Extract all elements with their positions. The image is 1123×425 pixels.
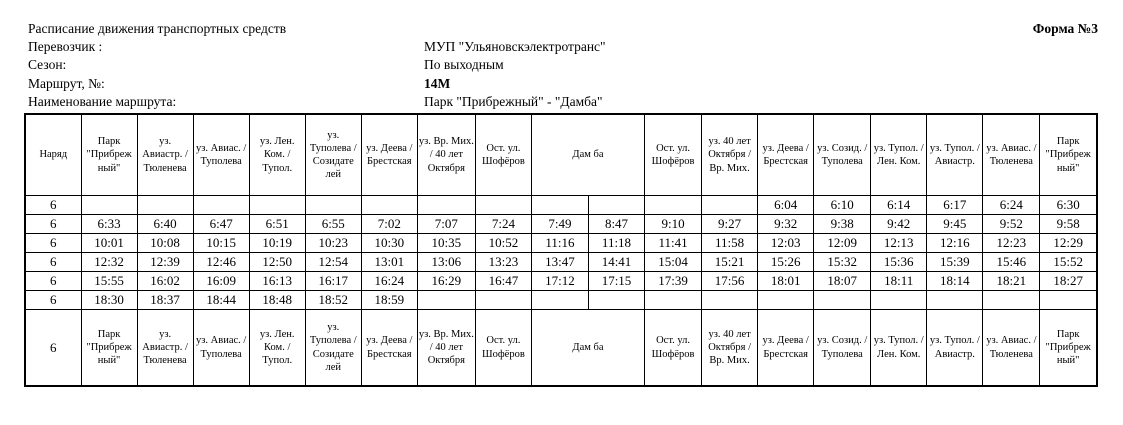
time-cell: 7:24 (475, 215, 531, 234)
route-name-value: Парк "Прибрежный" - "Дамба" (424, 93, 603, 109)
time-cell: 12:46 (193, 253, 249, 272)
time-cell: 16:02 (137, 272, 193, 291)
time-cell: 18:37 (137, 291, 193, 310)
time-cell: 6:04 (758, 196, 814, 215)
time-cell: 13:01 (361, 253, 417, 272)
stop-footer-row (25, 310, 1097, 387)
time-cell: 15:55 (81, 272, 137, 291)
time-cell (927, 291, 983, 310)
time-cell (645, 196, 702, 215)
time-cell: 18:14 (927, 272, 983, 291)
time-cell: 8:47 (588, 215, 644, 234)
time-cell (417, 291, 475, 310)
time-cell: 17:56 (702, 272, 758, 291)
time-cell: 10:30 (361, 234, 417, 253)
time-cell: 12:23 (983, 234, 1040, 253)
header-stop-10: Ост. ул. Шофёров (645, 114, 702, 196)
time-cell: 6:47 (193, 215, 249, 234)
header-stop-7: уз. Вр. Мих. / 40 лет Октября (417, 114, 475, 196)
time-cell (588, 196, 644, 215)
schedule-row (25, 272, 1097, 291)
time-cell: 10:15 (193, 234, 249, 253)
time-cell: 12:03 (758, 234, 814, 253)
time-cell: 18:52 (305, 291, 361, 310)
time-cell: 16:47 (475, 272, 531, 291)
header-stop-3: уз. Авиас. / Туполева (193, 114, 249, 196)
schedule-header (28, 20, 1098, 111)
header-stop-11: уз. 40 лет Октября / Вр. Мих. (702, 114, 758, 196)
form-number: Форма №3 (1032, 21, 1098, 36)
time-cell (249, 196, 305, 215)
time-cell: 16:29 (417, 272, 475, 291)
footer-stop-15: уз. Тупол. / Авиастр. (927, 310, 983, 387)
header-stop-4: уз. Лен. Ком. / Тупол. (249, 114, 305, 196)
time-cell (758, 291, 814, 310)
time-cell (1040, 291, 1097, 310)
narad-cell: 6 (25, 253, 81, 272)
time-cell: 6:17 (927, 196, 983, 215)
time-cell (702, 196, 758, 215)
time-cell: 10:52 (475, 234, 531, 253)
header-stop-13: уз. Созид. / Туполева (814, 114, 871, 196)
schedule-table (24, 113, 1098, 387)
time-cell: 18:11 (871, 272, 927, 291)
time-cell: 6:30 (1040, 196, 1097, 215)
schedule-row (25, 196, 1097, 215)
time-cell: 6:40 (137, 215, 193, 234)
season-row (28, 56, 1098, 74)
time-cell: 7:49 (531, 215, 588, 234)
time-cell: 15:32 (814, 253, 871, 272)
footer-stop-6: уз. Деева / Брестская (361, 310, 417, 387)
time-cell: 9:32 (758, 215, 814, 234)
header-stop-6: уз. Деева / Брестская (361, 114, 417, 196)
time-cell: 18:48 (249, 291, 305, 310)
time-cell (645, 291, 702, 310)
time-cell: 10:19 (249, 234, 305, 253)
time-cell: 17:39 (645, 272, 702, 291)
schedule-row (25, 215, 1097, 234)
footer-stop-1: Парк "Прибреж ный" (81, 310, 137, 387)
season-value: По выходным (424, 57, 504, 73)
time-cell: 13:06 (417, 253, 475, 272)
time-cell: 6:24 (983, 196, 1040, 215)
time-cell: 9:45 (927, 215, 983, 234)
time-cell: 18:59 (361, 291, 417, 310)
time-cell: 12:32 (81, 253, 137, 272)
footer-stop-9: Дам ба (531, 310, 644, 387)
time-cell: 18:30 (81, 291, 137, 310)
time-cell: 11:41 (645, 234, 702, 253)
time-cell: 17:12 (531, 272, 588, 291)
time-cell: 12:29 (1040, 234, 1097, 253)
time-cell (531, 196, 588, 215)
footer-stop-11: уз. 40 лет Октября / Вр. Мих. (702, 310, 758, 387)
footer-stop-8: Ост. ул. Шофёров (475, 310, 531, 387)
time-cell: 9:42 (871, 215, 927, 234)
time-cell: 16:13 (249, 272, 305, 291)
time-cell: 13:23 (475, 253, 531, 272)
time-cell: 11:18 (588, 234, 644, 253)
narad-header-cell: Наряд (25, 114, 81, 196)
footer-stop-10: Ост. ул. Шофёров (645, 310, 702, 387)
time-cell (361, 196, 417, 215)
time-cell: 12:09 (814, 234, 871, 253)
header-stop-17: Парк "Прибреж ный" (1040, 114, 1097, 196)
footer-stop-2: уз. Авиастр. / Тюленева (137, 310, 193, 387)
footer-stop-12: уз. Деева / Брестская (758, 310, 814, 387)
time-cell (81, 196, 137, 215)
time-cell (475, 196, 531, 215)
header-stop-2: уз. Авиастр. / Тюленева (137, 114, 193, 196)
time-cell: 16:17 (305, 272, 361, 291)
time-cell: 18:07 (814, 272, 871, 291)
narad-cell: 6 (25, 215, 81, 234)
season-label: Сезон: (28, 57, 67, 73)
stop-header-row (25, 114, 1097, 196)
time-cell: 13:47 (531, 253, 588, 272)
header-stop-12: уз. Деева / Брестская (758, 114, 814, 196)
time-cell (475, 291, 531, 310)
time-cell: 12:54 (305, 253, 361, 272)
header-stop-1: Парк "Прибреж ный" (81, 114, 137, 196)
time-cell: 6:33 (81, 215, 137, 234)
time-cell: 12:50 (249, 253, 305, 272)
header-stop-15: уз. Тупол. / Авиастр. (927, 114, 983, 196)
time-cell (588, 291, 644, 310)
time-cell: 15:39 (927, 253, 983, 272)
time-cell: 15:36 (871, 253, 927, 272)
route-number: 14М (424, 75, 451, 91)
time-cell: 11:16 (531, 234, 588, 253)
footer-narad-cell: 6 (25, 310, 81, 387)
time-cell: 9:27 (702, 215, 758, 234)
time-cell: 18:27 (1040, 272, 1097, 291)
time-cell: 10:23 (305, 234, 361, 253)
narad-cell: 6 (25, 196, 81, 215)
time-cell: 12:13 (871, 234, 927, 253)
narad-cell: 6 (25, 291, 81, 310)
footer-stop-13: уз. Созид. / Туполева (814, 310, 871, 387)
route-label: Маршрут, №: (28, 75, 105, 91)
footer-stop-14: уз. Тупол. / Лен. Ком. (871, 310, 927, 387)
time-cell: 18:44 (193, 291, 249, 310)
route-name-label: Наименование маршрута: (28, 93, 177, 109)
time-cell: 9:52 (983, 215, 1040, 234)
time-cell: 9:10 (645, 215, 702, 234)
schedule-row (25, 253, 1097, 272)
time-cell: 16:24 (361, 272, 417, 291)
time-cell (305, 196, 361, 215)
carrier-label: Перевозчик : (28, 39, 103, 55)
route-row (28, 75, 1098, 93)
footer-stop-7: уз. Вр. Мих. / 40 лет Октября (417, 310, 475, 387)
time-cell: 7:02 (361, 215, 417, 234)
time-cell: 7:07 (417, 215, 475, 234)
time-cell (193, 196, 249, 215)
time-cell: 9:38 (814, 215, 871, 234)
time-cell: 10:08 (137, 234, 193, 253)
time-cell: 17:15 (588, 272, 644, 291)
time-cell (983, 291, 1040, 310)
time-cell: 6:55 (305, 215, 361, 234)
schedule-row (25, 234, 1097, 253)
carrier-value: МУП "Ульяновскэлектротранс" (424, 39, 606, 55)
footer-stop-16: уз. Авиас. / Тюленева (983, 310, 1040, 387)
header-stop-16: уз. Авиас. / Тюленева (983, 114, 1040, 196)
narad-cell: 6 (25, 272, 81, 291)
header-stop-14: уз. Тупол. / Лен. Ком. (871, 114, 927, 196)
footer-stop-4: уз. Лен. Ком. / Тупол. (249, 310, 305, 387)
header-stop-8: Ост. ул. Шофёров (475, 114, 531, 196)
header-stop-9: Дам ба (531, 114, 644, 196)
document-title: Расписание движения транспортных средств (28, 21, 287, 36)
footer-stop-17: Парк "Прибреж ный" (1040, 310, 1097, 387)
carrier-row (28, 38, 1098, 56)
time-cell (417, 196, 475, 215)
time-cell (137, 196, 193, 215)
header-stop-5: уз. Туполева / Созидате лей (305, 114, 361, 196)
time-cell (702, 291, 758, 310)
schedule-row (25, 291, 1097, 310)
route-name-row (28, 93, 1098, 111)
time-cell: 6:10 (814, 196, 871, 215)
time-cell: 16:09 (193, 272, 249, 291)
time-cell: 15:21 (702, 253, 758, 272)
time-cell: 6:14 (871, 196, 927, 215)
time-cell: 6:51 (249, 215, 305, 234)
time-cell: 15:46 (983, 253, 1040, 272)
time-cell (531, 291, 588, 310)
time-cell: 15:26 (758, 253, 814, 272)
footer-stop-5: уз. Туполева / Созидате лей (305, 310, 361, 387)
time-cell: 9:58 (1040, 215, 1097, 234)
time-cell (871, 291, 927, 310)
time-cell: 18:01 (758, 272, 814, 291)
narad-cell: 6 (25, 234, 81, 253)
time-cell: 14:41 (588, 253, 644, 272)
time-cell: 15:52 (1040, 253, 1097, 272)
time-cell: 10:35 (417, 234, 475, 253)
footer-stop-3: уз. Авиас. / Туполева (193, 310, 249, 387)
time-cell: 15:04 (645, 253, 702, 272)
time-cell: 10:01 (81, 234, 137, 253)
time-cell: 11:58 (702, 234, 758, 253)
title-row (28, 20, 1098, 38)
time-cell: 18:21 (983, 272, 1040, 291)
time-cell (814, 291, 871, 310)
time-cell: 12:16 (927, 234, 983, 253)
time-cell: 12:39 (137, 253, 193, 272)
